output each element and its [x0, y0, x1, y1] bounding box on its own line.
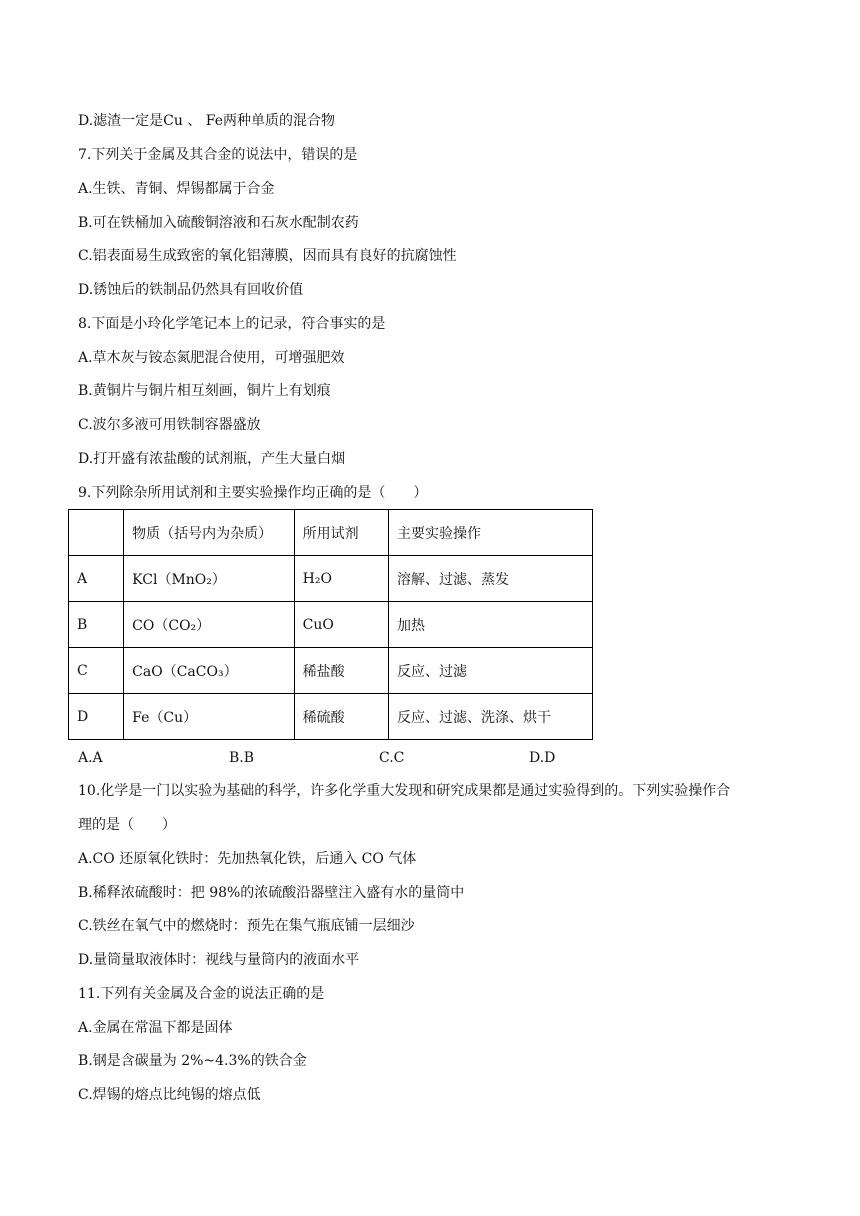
table-header-cell: 物质（括号内为杂质）: [124, 510, 294, 556]
q6-option-d: D.滤渣一定是Cu 、 Fe两种单质的混合物: [78, 113, 336, 129]
table-header-cell: 主要实验操作: [388, 510, 592, 556]
table-cell: KCl（MnO₂）: [124, 556, 294, 602]
table-cell: D: [69, 694, 124, 740]
table-cell: CaO（CaCO₃）: [124, 648, 294, 694]
q11-option-a: A.金属在常温下都是固体: [78, 1020, 233, 1036]
q10-stem-line1: 10.化学是一门以实验为基础的科学，许多化学重大发现和研究成果都是通过实验得到的。下列实验操作合: [78, 783, 731, 799]
table-cell: B: [69, 602, 124, 648]
q11-option-b: B.钢是含碳量为 2%~4.3%的铁合金: [78, 1053, 307, 1069]
q8-stem: 8.下面是小玲化学笔记本上的记录，符合事实的是: [78, 316, 386, 332]
table-header-cell: [69, 510, 124, 556]
table-cell: CO（CO₂）: [124, 602, 294, 648]
table-cell: C: [69, 648, 124, 694]
table-cell: 反应、过滤、洗涤、烘干: [388, 694, 592, 740]
q10-option-a: A.CO 还原氧化铁时：先加热氧化铁，后通入 CO 气体: [78, 851, 417, 867]
q11-stem: 11.下列有关金属及合金的说法正确的是: [78, 986, 325, 1002]
table-row: [69, 648, 593, 694]
q9-option-a: A.A: [78, 750, 103, 766]
table-header-cell: 所用试剂: [294, 510, 388, 556]
q9-option-d: D.D: [529, 750, 556, 766]
q9-table: [68, 509, 593, 740]
q8-option-d: D.打开盛有浓盐酸的试剂瓶，产生大量白烟: [78, 451, 346, 467]
table-cell: 反应、过滤: [388, 648, 592, 694]
q9-option-c: C.C: [379, 750, 405, 766]
table-header-row: [69, 510, 593, 556]
table-cell: 稀盐酸: [294, 648, 388, 694]
q8-option-a: A.草木灰与铵态氮肥混合使用，可增强肥效: [78, 350, 345, 366]
q10-option-d: D.量筒量取液体时：视线与量筒内的液面水平: [78, 952, 360, 968]
q7-option-d: D.锈蚀后的铁制品仍然具有回收价值: [78, 282, 304, 298]
q8-option-b: B.黄铜片与铜片相互刻画，铜片上有划痕: [78, 383, 331, 399]
q10-option-c: C.铁丝在氧气中的燃烧时：预先在集气瓶底铺一层细沙: [78, 918, 415, 934]
table-cell: 溶解、过滤、蒸发: [388, 556, 592, 602]
q11-option-c: C.焊锡的熔点比纯锡的熔点低: [78, 1087, 261, 1103]
q9-option-b: B.B: [229, 750, 255, 766]
table-cell: 加热: [388, 602, 592, 648]
table-cell: CuO: [294, 602, 388, 648]
q9-stem: 9.下列除杂所用试剂和主要实验操作均正确的是（ ）: [78, 485, 428, 501]
table-cell: A: [69, 556, 124, 602]
table-row: [69, 602, 593, 648]
table-cell: H₂O: [294, 556, 388, 602]
q7-stem: 7.下列关于金属及其合金的说法中，错误的是: [78, 147, 358, 163]
q7-option-c: C.铝表面易生成致密的氧化铝薄膜，因而具有良好的抗腐蚀性: [78, 248, 457, 264]
q10-option-b: B.稀释浓硫酸时：把 98%的浓硫酸沿器壁注入盛有水的量筒中: [78, 885, 465, 901]
table-cell: 稀硫酸: [294, 694, 388, 740]
q8-option-c: C.波尔多液可用铁制容器盛放: [78, 417, 261, 433]
q10-stem-line2: 理的是（ ）: [78, 817, 176, 833]
table-row: [69, 556, 593, 602]
q7-option-b: B.可在铁桶加入硫酸铜溶液和石灰水配制农药: [78, 215, 359, 231]
table-cell: Fe（Cu）: [124, 694, 294, 740]
q7-option-a: A.生铁、青铜、焊锡都属于合金: [78, 181, 275, 197]
table-row: [69, 694, 593, 740]
